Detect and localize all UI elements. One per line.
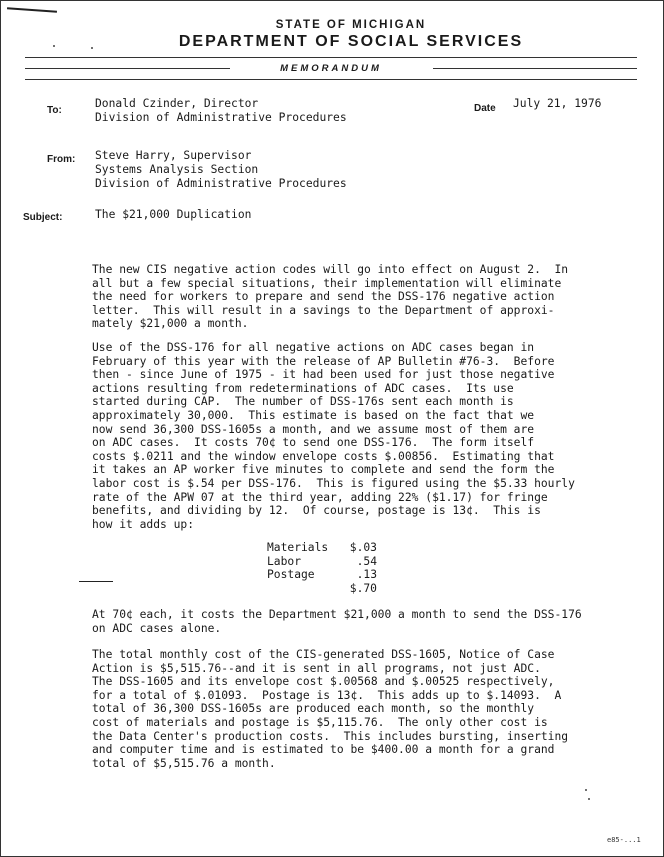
agency-name: STATE OF MICHIGAN [275,19,427,31]
text-line: The total monthly cost of the CIS-generated DSS-1605, Notice of Case [92,648,555,661]
speck [588,798,590,800]
cost-value: .54 [356,554,377,568]
cost-item: Labor [267,554,302,568]
text-line: total of 36,300 DSS-1605s are produced each month, so the monthly [92,702,535,716]
to-line-2: Division of Administrative Procedures [95,111,347,124]
text-line: total of $5,515.76 a month. [92,756,276,770]
from-line-3: Division of Administrative Procedures [95,177,347,190]
cost-value: .13 [356,568,377,582]
cost-value: $.03 [349,541,377,554]
from-line-2: Systems Analysis Section [95,163,259,176]
cost-item: Postage [267,568,315,582]
text-line: then - since June of 1975 - it had been used for just those negative [92,368,555,382]
text-line: The new CIS negative action codes will go into effect on August 2. In [92,263,569,276]
letterhead-rule [25,57,637,58]
text-line: The DSS-1605 and its envelope cost $.00568 and $.00525 respectively, [92,675,555,689]
text-line: Action is $5,515.76--and it is sent in all programs, not just ADC. [92,661,541,675]
text-line: cost of materials and postage is $5,115.76. The only other cost is [92,715,548,729]
memo-rule-right [433,68,637,69]
text-line: rate of the APW 07 at the third year, adding 22% ($1.17) for fringe [92,490,548,504]
to-line-1: Donald Czinder, Director [95,97,259,110]
header-bottom-rule [25,79,637,80]
text-line: the need for workers to prepare and send the DSS-176 negative action [92,290,555,304]
subject-label: Subject: [23,212,63,223]
sum-underline [79,581,113,582]
from-label: From: [47,154,76,165]
paragraph-3 [92,608,592,635]
text-line: Use of the DSS-176 for all negative actions on ADC cases began in [92,341,535,354]
footer-code: e85-...1 [607,836,641,844]
text-line: all but a few special situations, their implementation will eliminate [92,276,562,290]
text-line: on ADC cases. It costs 70¢ to send one DSS-176. The form itself [92,436,535,450]
text-line: At 70¢ each, it costs the Department $21,000 a month to send the DSS-176 [92,608,582,621]
text-line: now send 36,300 DSS-1605s a month, and we assume most of them are [92,422,535,436]
paragraph-2 [92,341,592,531]
text-line: and computer time and is estimated to be $400.00 a month for a grand [92,743,555,757]
text-line: actions resulting from redeterminations of ADC cases. Its use [92,381,514,395]
date-value: July 21, 1976 [513,97,602,110]
text-line: labor cost is $.54 per DSS-176. This is figured using the $5.33 hourly [92,476,575,490]
subject-value: The $21,000 Duplication [95,208,252,221]
text-line: letter. This will result in a savings to the Department of approxi- [92,303,555,317]
speck [53,45,55,47]
text-line: started during CAP. The number of DSS-176s sent each month is [92,395,514,409]
text-line: February of this year with the release of AP Bulletin #76-3. Before [92,354,555,368]
paragraph-4 [92,648,592,770]
cost-total: $.70 [349,581,377,595]
text-line: mately $21,000 a month. [92,317,249,331]
text-line: approximately 30,000. This estimate is based on the fact that we [92,408,535,422]
paragraph-1 [92,263,592,331]
speck [585,789,587,791]
memo-rule-left [25,68,230,69]
text-line: it takes an AP worker five minutes to complete and send the form the [92,463,555,477]
text-line: on ADC cases alone. [92,621,222,635]
memo-form-type: MEMORANDUM [280,63,382,74]
text-line: for a total of $.01093. Postage is 13¢. This adds up to $.14093. A [92,688,562,702]
speck [91,47,93,49]
cost-item: Materials [267,541,329,554]
to-label: To: [47,105,62,116]
text-line: the Data Center's production costs. This includes bursting, inserting [92,729,569,743]
text-line: benefits, and dividing by 12. Of course, postage is 13¢. This is [92,504,541,518]
from-line-1: Steve Harry, Supervisor [95,149,252,162]
department-name: DEPARTMENT OF SOCIAL SERVICES [178,33,524,50]
corner-pen-mark [7,7,57,12]
text-line: how it adds up: [92,517,195,531]
text-line: costs $.0211 and the window envelope costs $.00856. Estimating that [92,449,555,463]
date-label: Date [474,103,496,114]
